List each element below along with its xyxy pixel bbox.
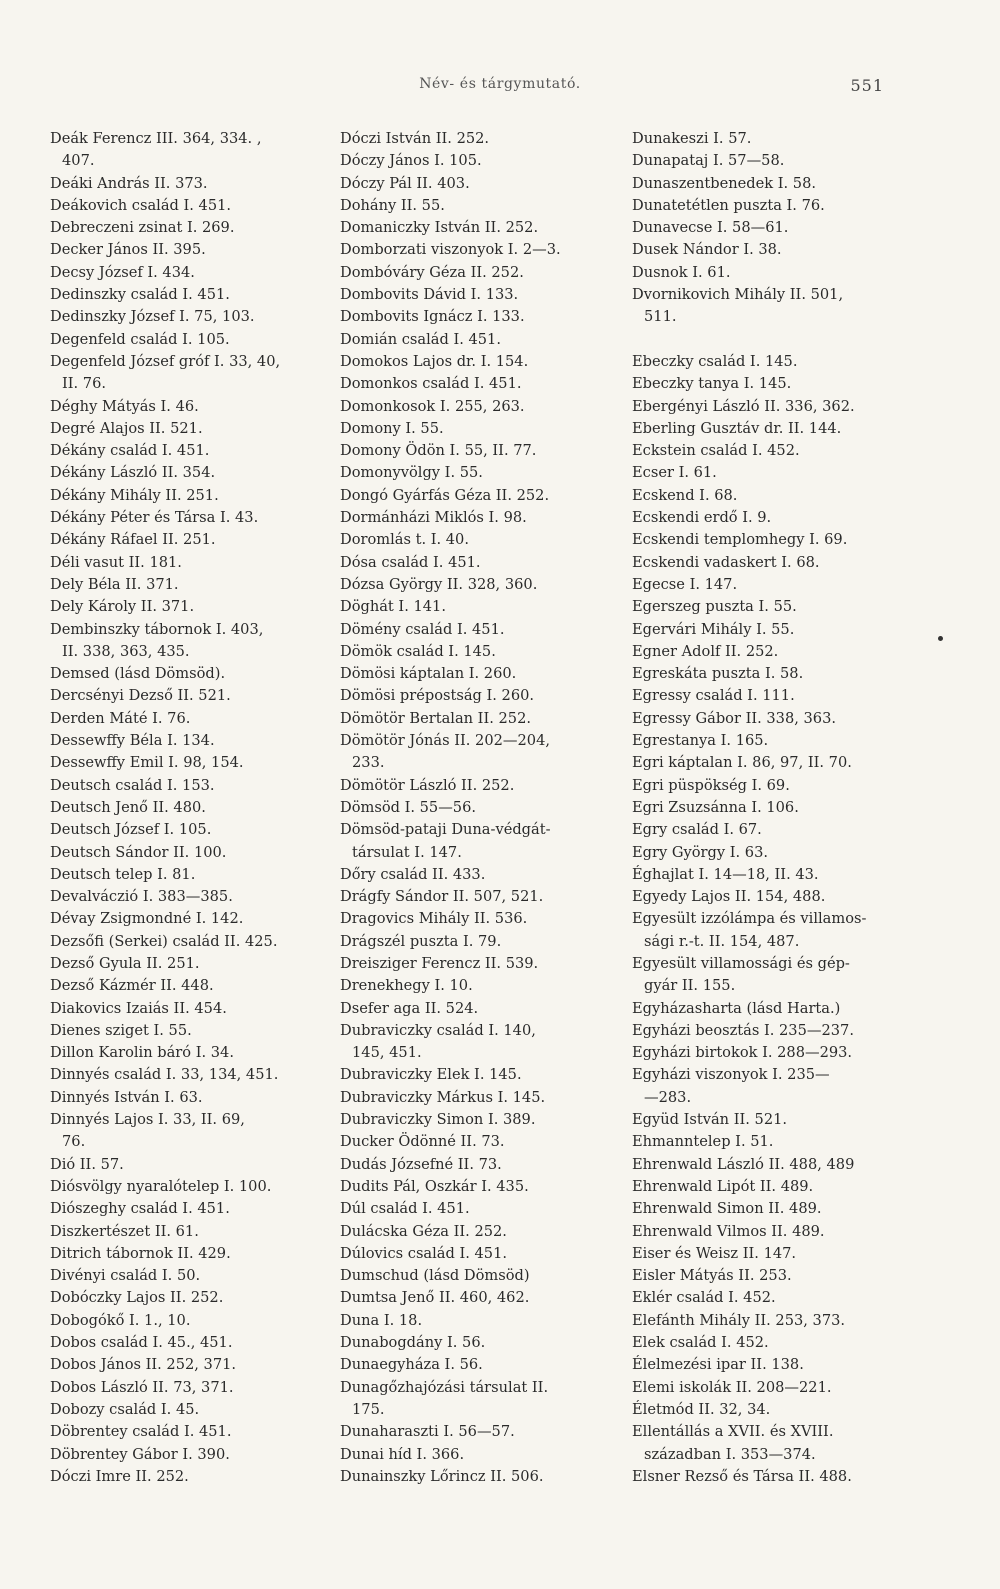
index-entry: Dúl család I. 451. [340,1200,470,1218]
index-entry: Egrestanya I. 165. [632,732,769,750]
index-entry: Dusek Nándor I. 38. [632,241,782,259]
index-entry: Dezső Kázmér II. 448. [50,977,214,995]
index-entry: Dombovits Ignácz I. 133. [340,308,525,326]
index-entry: Ecskend I. 68. [632,486,738,504]
index-entry: Dusnok I. 61. [632,263,731,281]
index-entry: Dezsőfi (Serkei) család II. 425. [50,932,278,950]
index-entry: Dékány Ráfael II. 251. [50,531,216,549]
index-entry: Ebergényi László II. 336, 362. [632,397,855,415]
index-entry: Dobos család I. 45., 451. [50,1334,233,1352]
index-entry: Eklér család I. 452. [632,1289,776,1307]
index-entry-continuation: —283. [644,1088,692,1106]
index-entry: Deutsch telep I. 81. [50,865,196,883]
index-entry-continuation: 233. [352,754,385,772]
index-entry: Drenekhegy I. 10. [340,977,473,995]
index-entry: Déghy Mátyás I. 46. [50,397,199,415]
index-entry: Dessewffy Béla I. 134. [50,732,215,750]
index-entry: Dózsa György II. 328, 360. [340,575,538,593]
index-entry: Ebeczky tanya I. 145. [632,375,792,393]
index-entry [632,329,922,351]
index-entry: Ehrenwald Simon II. 489. [632,1200,822,1218]
index-entry: Dobogókő I. 1., 10. [50,1311,191,1329]
index-entry: Dékány család I. 451. [50,442,210,460]
index-entry: Egressy család I. 111. [632,687,795,705]
index-entry: Deutsch Sándor II. 100. [50,843,227,861]
index-entry: Dunaharaszti I. 56—57. [340,1423,515,1441]
index-entry: Dunaszentbenedek I. 58. [632,174,817,192]
index-entry: Egyesült villamossági és gép- [632,954,850,972]
index-entry: Dombóváry Géza II. 252. [340,263,524,281]
index-entry: Duna I. 18. [340,1311,423,1329]
index-entry: Degenfeld József gróf I. 33, 40, [50,352,281,370]
index-entry: Dercsényi Dezső II. 521. [50,687,231,705]
index-entry: Drágszél puszta I. 79. [340,932,502,950]
index-entry: Dósa család I. 451. [340,553,481,571]
index-entry: Dormánházi Miklós I. 98. [340,509,527,527]
index-entry: Dékány László II. 354. [50,464,216,482]
index-entry: Dudits Pál, Oszkár I. 435. [340,1177,529,1195]
index-entry: Dunakeszi I. 57. [632,130,752,147]
index-column-2 [340,128,618,1488]
index-column-1 [50,128,335,1488]
index-entry: Ehmanntelep I. 51. [632,1133,774,1151]
index-entry: Ellentállás a XVII. és XVIII. [632,1423,834,1441]
index-entry: Dsefer aga II. 524. [340,999,479,1017]
index-entry: Egner Adolf II. 252. [632,642,779,660]
index-entry: Dunagőzhajózási társulat II. [340,1378,549,1396]
index-entry: Déli vasut II. 181. [50,553,182,571]
index-entry: Dely Károly II. 371. [50,598,195,616]
index-entry: Elsner Rezső és Társa II. 488. [632,1467,852,1485]
page-number: 551 [850,76,884,95]
index-entry: Dömsöd-pataji Duna-védgát- [340,821,551,839]
index-entry-continuation: gyár II. 155. [644,977,736,995]
index-entry: Dedinszky család I. 451. [50,286,230,304]
index-entry: Diószeghy család I. 451. [50,1200,230,1218]
index-entry: Elek család I. 452. [632,1334,769,1352]
index-entry: Domonyvölgy I. 55. [340,464,483,482]
index-entry: Deák Ferencz III. 364, 334. , [50,130,262,147]
index-entry: Dunabogdány I. 56. [340,1334,486,1352]
index-entry: Egyházi beosztás I. 235—237. [632,1021,854,1039]
index-entry: Derden Máté I. 76. [50,709,191,727]
index-entry: Dvornikovich Mihály II. 501, [632,286,844,304]
margin-dot [938,636,943,641]
index-entry: Egry György I. 63. [632,843,768,861]
index-entry: Dinnyés család I. 33, 134, 451. [50,1066,279,1084]
index-entry: Degenfeld család I. 105. [50,330,230,348]
index-entry: Dobos János II. 252, 371. [50,1356,237,1374]
index-entry-continuation: társulat I. 147. [352,843,462,861]
index-entry: Dömény család I. 451. [340,620,505,638]
index-entry: Ducker Ödönné II. 73. [340,1133,505,1151]
index-entry: Dió II. 57. [50,1155,124,1173]
index-column-3 [632,128,922,1488]
index-entry: Dobos László II. 73, 371. [50,1378,234,1396]
index-entry: Dunatetétlen puszta I. 76. [632,196,825,214]
index-entry: Egecse I. 147. [632,575,738,593]
index-entry: Dékány Péter és Társa I. 43. [50,509,259,527]
index-entry: Egressy Gábor II. 338, 363. [632,709,837,727]
index-entry: Dinnyés István I. 63. [50,1088,203,1106]
index-entry: Dohány II. 55. [340,196,445,214]
index-entry: Degré Alajos II. 521. [50,419,203,437]
index-entry-continuation: 76. [62,1133,86,1151]
index-entry: Ehrenwald Lipót II. 489. [632,1177,814,1195]
index-entry: Doromlás t. I. 40. [340,531,469,549]
index-entry: Eisler Mátyás II. 253. [632,1267,792,1285]
index-entry: Domony Ödön I. 55, II. 77. [340,442,537,460]
index-entry: Dragovics Mihály II. 536. [340,910,528,928]
index-entry-continuation: sági r.-t. II. 154, 487. [644,932,800,950]
index-entry: Egyedy Lajos II. 154, 488. [632,888,826,906]
index-entry: Domony I. 55. [340,419,444,437]
index-entry: Egerszeg puszta I. 55. [632,598,797,616]
index-entry: Dienes sziget I. 55. [50,1021,192,1039]
index-entry: Dömösi prépostság I. 260. [340,687,535,705]
index-entry-continuation: II. 76. [62,375,107,393]
index-entry: Dömötör Bertalan II. 252. [340,709,531,727]
index-entry: Dubraviczky Márkus I. 145. [340,1088,546,1106]
index-entry: Dóczi Imre II. 252. [50,1467,189,1485]
index-entry: Dobozy család I. 45. [50,1400,200,1418]
index-entry: Dubraviczky Elek I. 145. [340,1066,522,1084]
index-entry-continuation: 145, 451. [352,1044,422,1062]
index-entry: Dudás Józsefné II. 73. [340,1155,502,1173]
index-entry: Dubraviczky család I. 140, [340,1021,536,1039]
index-entry: Dömötör László II. 252. [340,776,515,794]
index-entry: Deutsch József I. 105. [50,821,212,839]
index-entry: Egyházasharta (lásd Harta.) [632,999,841,1017]
index-entry: Dembinszky tábornok I. 403, [50,620,264,638]
index-entry: Drágfy Sándor II. 507, 521. [340,888,544,906]
index-entry: Divényi család I. 50. [50,1267,201,1285]
index-entry-continuation: 511. [644,308,677,326]
index-entry: Egri káptalan I. 86, 97, II. 70. [632,754,852,772]
index-entry: Egyesült izzólámpa és villamos- [632,910,867,928]
index-entry: Dunai híd I. 366. [340,1445,465,1463]
index-entry: Dömök család I. 145. [340,642,496,660]
index-entry: Dunaegyháza I. 56. [340,1356,483,1374]
index-entry: Decsy József I. 434. [50,263,195,281]
running-header-title: Név- és tárgymutató. [419,76,581,92]
index-entry: Domokos Lajos dr. I. 154. [340,352,529,370]
index-entry: Domborzati viszonyok I. 2—3. [340,241,561,259]
index-entry: Élelmezési ipar II. 138. [632,1356,804,1374]
index-entry: Domonkos család I. 451. [340,375,522,393]
index-entry: Dunavecse I. 58—61. [632,219,789,237]
index-entry: Ehrenwald László II. 488, 489 [632,1155,855,1173]
index-entry: Dubraviczky Simon I. 389. [340,1111,536,1129]
index-entry: Ditrich tábornok II. 429. [50,1244,231,1262]
index-entry: Egri püspökség I. 69. [632,776,790,794]
index-entry: Életmód II. 32, 34. [632,1400,771,1418]
index-entry: Dúlovics család I. 451. [340,1244,508,1262]
index-entry: Eberling Gusztáv dr. II. 144. [632,419,842,437]
index-entry: Dömösi káptalan I. 260. [340,665,517,683]
index-entry: Dömötör Jónás II. 202—204, [340,732,550,750]
index-entry: Dreisziger Ferencz II. 539. [340,954,539,972]
index-entry: Ehrenwald Vilmos II. 489. [632,1222,825,1240]
index-entry: Diósvölgy nyaralótelep I. 100. [50,1177,272,1195]
index-entry: Deáki András II. 373. [50,174,208,192]
index-entry: Egreskáta puszta I. 58. [632,665,804,683]
index-entry: Döghát I. 141. [340,598,446,616]
index-entry: Domonkosok I. 255, 263. [340,397,525,415]
index-entry: Dóczy Pál II. 403. [340,174,470,192]
index-entry: Ecser I. 61. [632,464,717,482]
index-entry-continuation: 175. [352,1400,385,1418]
index-entry: Egyházi viszonyok I. 235— [632,1066,830,1084]
index-entry: Egervári Mihály I. 55. [632,620,795,638]
index-entry-continuation: 407. [62,152,95,170]
index-entry: Dékány Mihály II. 251. [50,486,219,504]
index-columns [0,128,1000,1485]
index-entry: Dőry család II. 433. [340,865,486,883]
index-entry: Dömsöd I. 55—56. [340,798,476,816]
index-entry: Deákovich család I. 451. [50,196,232,214]
index-entry: Éghajlat I. 14—18, II. 43. [632,865,819,883]
index-entry: Dongó Gyárfás Géza II. 252. [340,486,550,504]
index-entry: Dedinszky József I. 75, 103. [50,308,255,326]
index-entry: Dunapataj I. 57—58. [632,152,785,170]
index-entry: Eckstein család I. 452. [632,442,800,460]
index-entry: Dobóczky Lajos II. 252. [50,1289,224,1307]
index-entry: Domián család I. 451. [340,330,501,348]
index-entry: Dóczy János I. 105. [340,152,482,170]
index-entry: Decker János II. 395. [50,241,206,259]
index-entry: Diszkertészet II. 61. [50,1222,199,1240]
index-entry: Dunainszky Lőrincz II. 506. [340,1467,544,1485]
index-entry: Egry család I. 67. [632,821,762,839]
index-entry: Ecskendi templomhegy I. 69. [632,531,848,549]
index-entry: Dinnyés Lajos I. 33, II. 69, [50,1111,245,1129]
index-entry: Domaniczky István II. 252. [340,219,539,237]
index-entry: Egri Zsuzsánna I. 106. [632,798,799,816]
index-entry: Ebeczky család I. 145. [632,352,798,370]
index-entry-continuation: II. 338, 363, 435. [62,642,190,660]
index-entry: Dumschud (lásd Dömsöd) [340,1267,530,1285]
index-entry: Dévay Zsigmondné I. 142. [50,910,244,928]
index-entry: Elefánth Mihály II. 253, 373. [632,1311,846,1329]
index-entry: Döbrentey Gábor I. 390. [50,1445,230,1463]
index-entry: Dezső Gyula II. 251. [50,954,200,972]
index-entry: Együd István II. 521. [632,1111,788,1129]
index-entry: Ecskendi vadaskert I. 68. [632,553,820,571]
index-entry: Debreczeni zsinat I. 269. [50,219,235,237]
index-entry: Deutsch család I. 153. [50,776,215,794]
index-entry: Dillon Karolin báró I. 34. [50,1044,234,1062]
index-entry: Dessewffy Emil I. 98, 154. [50,754,244,772]
page-header [0,76,1000,102]
index-entry: Dely Béla II. 371. [50,575,179,593]
index-entry: Egyházi birtokok I. 288—293. [632,1044,853,1062]
index-entry: Ecskendi erdő I. 9. [632,509,772,527]
index-entry-continuation: században I. 353—374. [644,1445,816,1463]
index-entry: Dóczi István II. 252. [340,130,490,147]
index-entry: Dumtsa Jenő II. 460, 462. [340,1289,530,1307]
index-entry: Diakovics Izaiás II. 454. [50,999,227,1017]
index-entry: Eiser és Weisz II. 147. [632,1244,797,1262]
index-entry: Dombovits Dávid I. 133. [340,286,519,304]
index-entry: Deutsch Jenő II. 480. [50,798,206,816]
index-entry: Döbrentey család I. 451. [50,1423,232,1441]
index-entry: Devalváczió I. 383—385. [50,888,233,906]
index-entry: Dulácska Géza II. 252. [340,1222,507,1240]
index-entry: Demsed (lásd Dömsöd). [50,665,226,683]
index-entry: Elemi iskolák II. 208—221. [632,1378,832,1396]
